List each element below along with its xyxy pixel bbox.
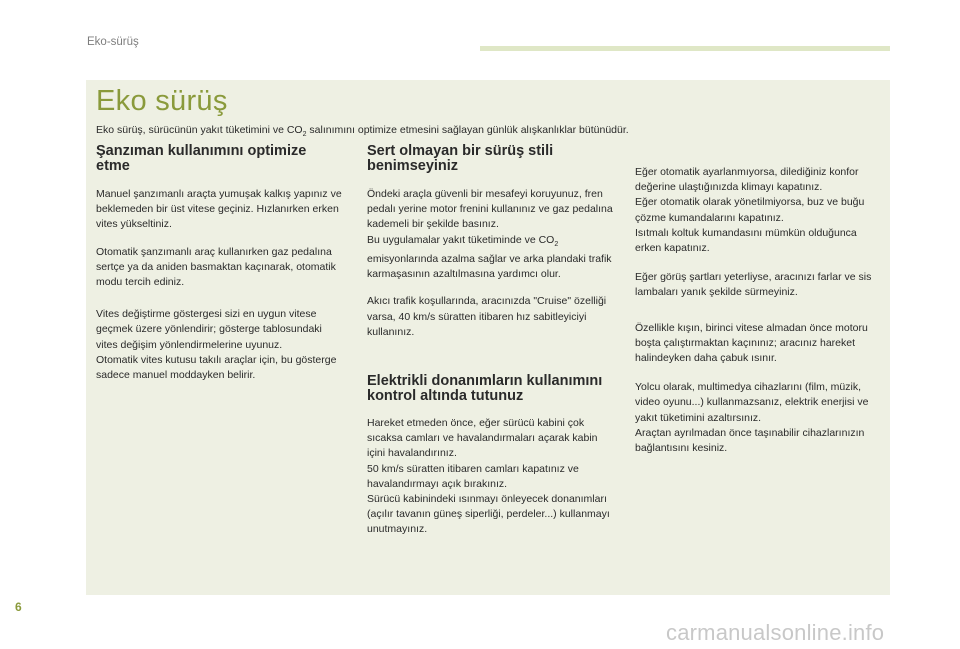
- intro-paragraph: [96, 123, 876, 142]
- paragraph-air-conditioning: Eğer otomatik ayarlanmıyorsa, dilediğiniz konfor değerine ulaştığınızda klimayı kapatınız.: [635, 166, 859, 194]
- paragraph-emissions: [367, 233, 617, 283]
- column-transmission: [96, 144, 344, 383]
- watermark: carmanualsonline.info: [666, 620, 885, 645]
- column-electrical-tips: [635, 165, 885, 456]
- emissions-text: Bu uygulamalar yakıt tüketiminde ve CO: [367, 233, 555, 246]
- running-head: Eko-sürüş: [87, 36, 139, 48]
- paragraph-lights: Eğer görüş şartları yeterliyse, aracınızı farlar ve sis lambaları yanık şekilde sürmeyiniz.: [635, 271, 872, 299]
- paragraph-gear-indicator-auto: Otomatik vites kutusu takılı araçlar için, bu gösterge sadece manuel moddayken belirir.: [96, 353, 337, 382]
- emissions-text-end: emisyonlarında azalma sağlar ve arka plandaki trafik karmaşasının azaltılmasına yardımcı olur.: [367, 252, 612, 281]
- page-title: Eko sürüş: [96, 85, 228, 117]
- paragraph-windows: 50 km/s süratten itibaren camları kapatınız ve havalandırmayı açık bırakınız.: [367, 462, 579, 490]
- paragraph-portable-devices: Araçtan ayrılmadan önce taşınabilir cihazlarınızın bağlantısını kesiniz.: [635, 426, 865, 455]
- paragraph-winter-idle: Özellikle kışın, birinci vitese almadan önce motoru boşta çalıştırmaktan kaçınınız; aracınız hareket halindeyken daha çabuk ısınır.: [635, 321, 868, 365]
- paragraph-gear-indicator: Vites değiştirme göstergesi sizi en uygun vitese geçmek üzere yönlendirir; gösterge tablosundaki vites değişim yönlendirmelerine uyunuz.: [96, 308, 322, 351]
- paragraph-safe-distance: Öndeki araçla güvenli bir mesafeyi koruyunuz, fren pedalı yerine motor frenini kullanınız ve gaz pedalına kademeli bir şekilde basınız.: [367, 188, 613, 231]
- emissions-subscript: 2: [554, 240, 559, 248]
- page-number: 6: [15, 600, 22, 614]
- paragraph-ventilate: Hareket etmeden önce, eğer sürücü kabini çok sıcaksa camları ve havalandırmaları açarak kabin içini havalandırınız.: [367, 416, 598, 460]
- paragraph-defrost: Eğer otomatik olarak yönetilmiyorsa, buz ve buğu çözme kumandalarını kapatınız.: [635, 196, 865, 224]
- paragraph-sunshade: Sürücü kabinindeki ısınmayı önleyecek donanımları (açılır tavanın güneş siperliği, perdeler...) kullanmayı unutmayınız.: [367, 492, 610, 536]
- intro-text: Eko sürüş, sürücünün yakıt tüketimini ve CO: [96, 124, 303, 136]
- section-heading-electrical: Elektrikli donanımların kullanımını kontrol altında tutunuz: [367, 372, 603, 404]
- paragraph-heated-seat: Isıtmalı koltuk kumandasını mümkün olduğunca erken kapatınız.: [635, 226, 857, 255]
- paragraph-manual-gearbox: Manuel şanzımanlı araçta yumuşak kalkış yapınız ve beklemeden bir üst vitese geçiniz. Hızlanırken erken vites yükseltiniz.: [96, 188, 342, 231]
- header-rule: [480, 46, 890, 51]
- intro-subscript: 2: [302, 131, 307, 139]
- paragraph-multimedia: Yolcu olarak, multimedya cihazlarını (film, müzik, video oyunu...) kullanmazsanız, elektrik enerjisi ve yakıt tüketimini azaltırsınız.: [635, 381, 869, 424]
- paragraph-cruise: Akıcı trafik koşullarında, aracınızda "Cruise" özelliği varsa, 40 km/s süratten itibaren hız sabitleyiciyi kullanınız.: [367, 295, 607, 338]
- paragraph-automatic-gearbox: Otomatik şanzımanlı araç kullanırken gaz pedalına sertçe ya da aniden basmaktan kaçınarak, otomatik modu tercih ediniz.: [96, 245, 336, 289]
- intro-text-end: salınımını optimize etmesini sağlayan günlük alışkanlıklar bütünüdür.: [306, 124, 629, 136]
- column-driving-style: [367, 144, 617, 538]
- section-heading-transmission: Şanzıman kullanımını optimize etme: [96, 143, 307, 174]
- section-heading-driving-style: Sert olmayan bir sürüş stili benimseyiniz: [367, 143, 554, 174]
